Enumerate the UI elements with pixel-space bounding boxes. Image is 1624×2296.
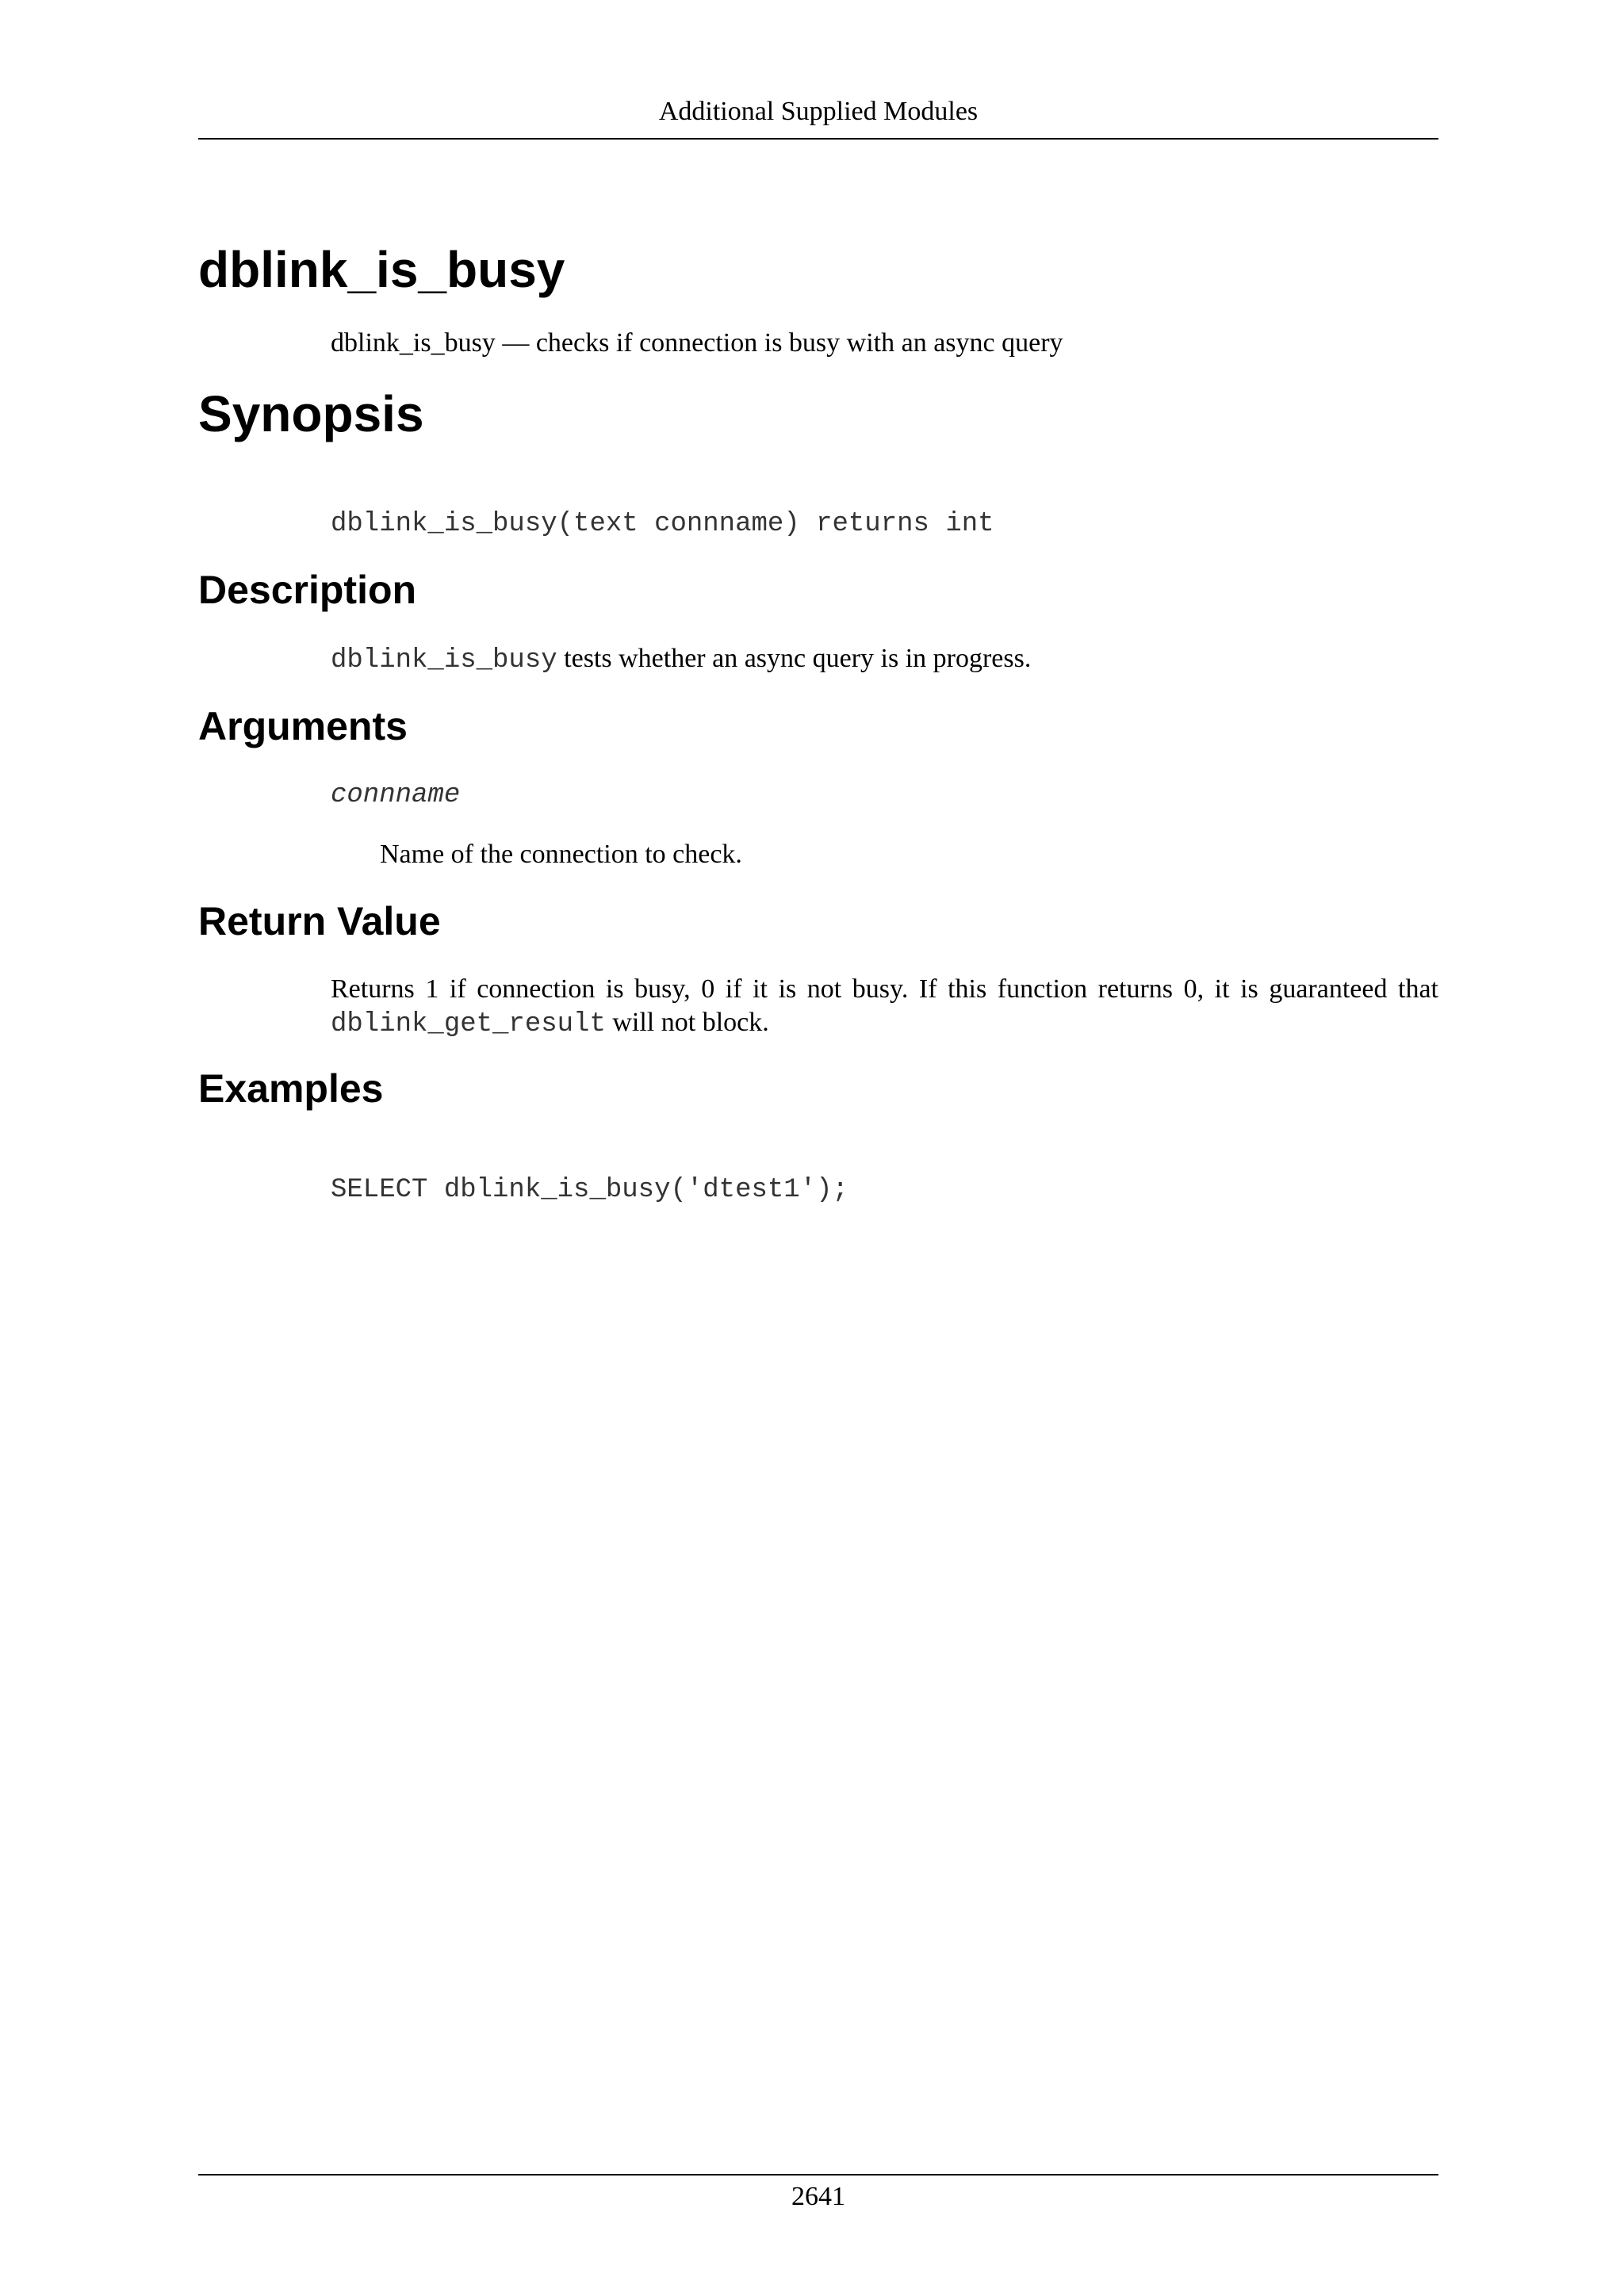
return-value-paragraph [331,973,1438,1041]
argument-term: connname [331,780,461,810]
example-code: SELECT dblink_is_busy('dtest1'); [331,1175,848,1205]
purpose-text: checks if connection is busy with an async query [535,328,1063,358]
page-footer [198,2174,1438,2217]
return-value-text-2: will not block. [605,1008,769,1037]
description-func-name: dblink_is_busy [331,645,557,675]
purpose-dash: — [495,328,536,358]
examples-heading: Examples [198,1066,384,1111]
page-header [198,94,1438,140]
argument-definition: Name of the connection to check. [380,840,742,869]
purpose-name: dblink_is_busy [331,328,496,358]
description-paragraph [331,642,1031,677]
page-number: 2641 [791,2182,845,2211]
running-title: Additional Supplied Modules [658,97,979,126]
return-value-func-name: dblink_get_result [331,1009,606,1039]
description-heading: Description [198,568,417,612]
refentry-purpose [331,327,1063,360]
description-text: tests whether an async query is in progress. [557,644,1032,673]
arguments-heading: Arguments [198,704,408,748]
return-value-text-1: Returns 1 if connection is busy, 0 if it is not busy. If this function returns 0, it is guaranteed that [331,974,1438,1004]
synopsis-heading: Synopsis [198,385,424,442]
synopsis-code: dblink_is_busy(text connname) returns int [331,509,994,539]
return-value-heading: Return Value [198,899,441,943]
page-title: dblink_is_busy [198,241,565,298]
